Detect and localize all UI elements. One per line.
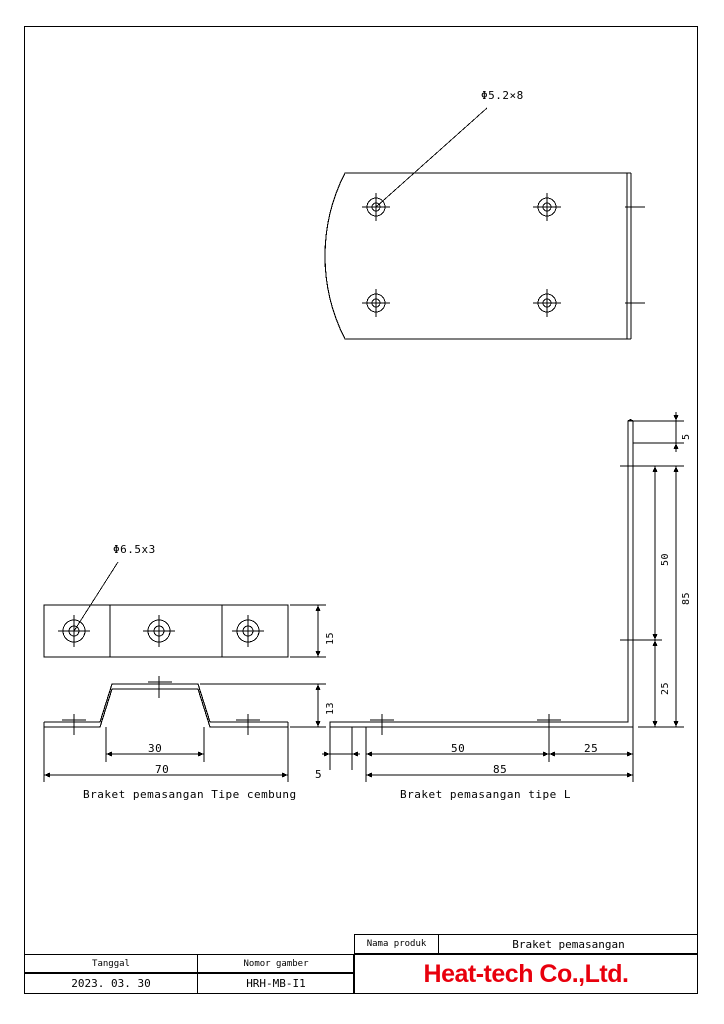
caption-l-bracket: Braket pemasangan tipe L — [400, 788, 571, 801]
convex-bracket-elevation — [44, 676, 288, 735]
callout-hole-left: Φ6.5x3 — [113, 543, 156, 556]
dim-label-85-horizontal: 85 — [493, 763, 508, 776]
dim-label-50-vertical: 50 — [660, 552, 671, 566]
dim-label-50-horizontal: 50 — [451, 742, 466, 755]
dim-label-85-vertical: 85 — [681, 591, 692, 605]
date-header: Tanggal — [92, 958, 130, 969]
company-logo-text: Heat-tech Co.,Ltd. — [423, 959, 629, 988]
dim-label-5-vertical: 5 — [681, 433, 692, 440]
dim-label-70: 70 — [155, 763, 170, 776]
dim-13 — [200, 684, 326, 727]
dim-label-15: 15 — [325, 631, 336, 645]
drawing-no-value: HRH-MB-I1 — [246, 977, 306, 990]
dim-label-13: 13 — [325, 701, 336, 715]
dim-label-30: 30 — [148, 742, 163, 755]
drawing-no-header: Nomor gamber — [243, 958, 309, 969]
dim-label-25-vertical: 25 — [660, 681, 671, 695]
dim-5-vertical — [633, 412, 684, 452]
dim-label-5-horizontal: 5 — [315, 768, 323, 781]
top-plate-outline — [325, 173, 631, 339]
dim-50-vertical — [638, 466, 662, 640]
callout-hole-top: Φ5.2×8 — [481, 89, 524, 102]
dim-15 — [290, 605, 326, 657]
dim-25-vertical — [638, 640, 662, 727]
product-header: Nama produk — [366, 939, 427, 949]
l-bracket-outline — [330, 420, 642, 735]
dim-label-25-horizontal: 25 — [584, 742, 599, 755]
product-value: Braket pemasangan — [512, 937, 625, 951]
caption-convex-bracket: Braket pemasangan Tipe cembung — [83, 788, 297, 801]
dim-5-horizontal — [322, 727, 360, 770]
date-value: 2023. 03. 30 — [71, 977, 151, 990]
convex-bracket-plan — [44, 605, 288, 657]
